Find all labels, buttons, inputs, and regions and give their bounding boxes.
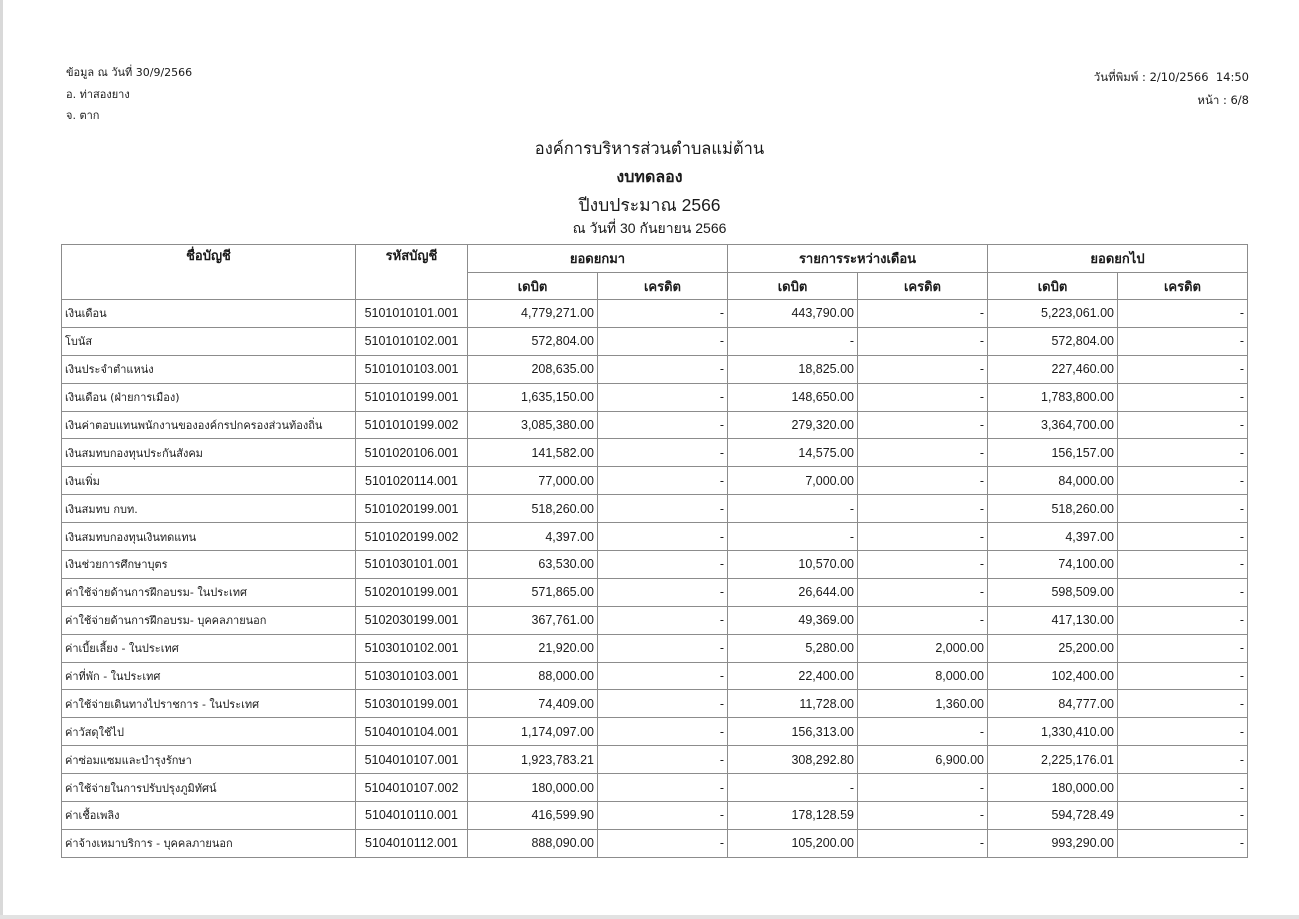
cell-bf-credit: - xyxy=(598,634,728,662)
cell-month-credit: - xyxy=(858,383,988,411)
cell-account-name: เงินเพิ่ม xyxy=(62,467,356,495)
table-row xyxy=(62,411,1248,439)
cell-month-credit: - xyxy=(858,606,988,634)
cell-bf-debit: 63,530.00 xyxy=(468,551,598,579)
cell-account-name: เงินประจำตำแหน่ง xyxy=(62,355,356,383)
cell-cf-debit: 180,000.00 xyxy=(988,774,1118,802)
cell-month-debit: 22,400.00 xyxy=(728,662,858,690)
cell-cf-credit: - xyxy=(1118,774,1248,802)
cell-cf-debit: 156,157.00 xyxy=(988,439,1118,467)
table-row xyxy=(62,327,1248,355)
cell-month-debit: 18,825.00 xyxy=(728,355,858,383)
cell-bf-credit: - xyxy=(598,551,728,579)
table-row xyxy=(62,495,1248,523)
cell-bf-debit: 1,923,783.21 xyxy=(468,746,598,774)
cell-month-debit: 279,320.00 xyxy=(728,411,858,439)
cell-month-credit: - xyxy=(858,829,988,857)
cell-cf-credit: - xyxy=(1118,690,1248,718)
cell-month-debit: 5,280.00 xyxy=(728,634,858,662)
cell-cf-credit: - xyxy=(1118,578,1248,606)
cell-cf-credit: - xyxy=(1118,551,1248,579)
cell-month-debit: - xyxy=(728,523,858,551)
cell-month-credit: - xyxy=(858,439,988,467)
cell-account-name: ค่าใช้จ่ายเดินทางไปราชการ - ในประเทศ xyxy=(62,690,356,718)
cell-bf-credit: - xyxy=(598,300,728,328)
table-header xyxy=(62,245,1248,300)
cell-account-name: ค่าเชื้อเพลิง xyxy=(62,802,356,830)
cell-month-credit: - xyxy=(858,495,988,523)
cell-month-debit: 105,200.00 xyxy=(728,829,858,857)
cell-cf-debit: 417,130.00 xyxy=(988,606,1118,634)
print-date-text: วันที่พิมพ์ : 2/10/2566 14:50 xyxy=(1093,70,1249,84)
cell-cf-credit: - xyxy=(1118,383,1248,411)
cell-bf-credit: - xyxy=(598,467,728,495)
cell-month-debit: 443,790.00 xyxy=(728,300,858,328)
cell-bf-credit: - xyxy=(598,578,728,606)
cell-bf-debit: 416,599.90 xyxy=(468,802,598,830)
cell-cf-debit: 84,000.00 xyxy=(988,467,1118,495)
cell-bf-credit: - xyxy=(598,662,728,690)
header-debit: เดบิต xyxy=(988,273,1118,300)
cell-cf-debit: 84,777.00 xyxy=(988,690,1118,718)
cell-account-name: ค่าใช้จ่ายด้านการฝึกอบรม- ในประเทศ xyxy=(62,578,356,606)
cell-cf-credit: - xyxy=(1118,411,1248,439)
cell-cf-credit: - xyxy=(1118,802,1248,830)
cell-bf-credit: - xyxy=(598,802,728,830)
cell-cf-credit: - xyxy=(1118,634,1248,662)
table-row xyxy=(62,774,1248,802)
district-text: อ. ท่าสองยาง xyxy=(66,87,130,101)
cell-cf-credit: - xyxy=(1118,662,1248,690)
cell-account-name: เงินช่วยการศึกษาบุตร xyxy=(62,551,356,579)
cell-month-debit: - xyxy=(728,327,858,355)
page-number-text: หน้า : 6/8 xyxy=(1197,93,1249,107)
cell-account-code: 5101020199.002 xyxy=(356,523,468,551)
cell-cf-debit: 1,330,410.00 xyxy=(988,718,1118,746)
cell-cf-credit: - xyxy=(1118,300,1248,328)
cell-month-credit: - xyxy=(858,551,988,579)
page-bottom-edge xyxy=(0,915,1299,919)
table-row xyxy=(62,746,1248,774)
header-account-name: ชื่อบัญชี xyxy=(62,245,356,300)
table-row xyxy=(62,690,1248,718)
cell-cf-debit: 25,200.00 xyxy=(988,634,1118,662)
cell-cf-debit: 572,804.00 xyxy=(988,327,1118,355)
cell-cf-debit: 4,397.00 xyxy=(988,523,1118,551)
cell-bf-credit: - xyxy=(598,523,728,551)
cell-cf-debit: 993,290.00 xyxy=(988,829,1118,857)
document-title: งบทดลอง xyxy=(616,169,683,186)
cell-month-debit: 156,313.00 xyxy=(728,718,858,746)
organization-title: องค์การบริหารส่วนตำบลแม่ต้าน xyxy=(534,140,765,158)
cell-cf-credit: - xyxy=(1118,327,1248,355)
cell-account-name: ค่าใช้จ่ายด้านการฝึกอบรม- บุคคลภายนอก xyxy=(62,606,356,634)
cell-bf-credit: - xyxy=(598,829,728,857)
cell-account-code: 5101020199.001 xyxy=(356,495,468,523)
cell-month-credit: 1,360.00 xyxy=(858,690,988,718)
cell-bf-debit: 571,865.00 xyxy=(468,578,598,606)
cell-month-credit: - xyxy=(858,467,988,495)
cell-account-name: เงินสมทบกองทุนประกันสังคม xyxy=(62,439,356,467)
cell-bf-debit: 141,582.00 xyxy=(468,439,598,467)
table-body xyxy=(62,300,1248,858)
cell-cf-debit: 227,460.00 xyxy=(988,355,1118,383)
cell-cf-debit: 1,783,800.00 xyxy=(988,383,1118,411)
cell-bf-credit: - xyxy=(598,718,728,746)
province-text: จ. ตาก xyxy=(66,109,100,122)
as-of-date-title: ณ วันที่ 30 กันยายน 2566 xyxy=(572,220,727,236)
header-credit: เครดิต xyxy=(598,273,728,300)
cell-cf-credit: - xyxy=(1118,495,1248,523)
table-row xyxy=(62,578,1248,606)
header-debit: เดบิต xyxy=(468,273,598,300)
cell-account-code: 5103010103.001 xyxy=(356,662,468,690)
table-row xyxy=(62,718,1248,746)
cell-account-code: 5104010107.002 xyxy=(356,774,468,802)
header-account-code: รหัสบัญชี xyxy=(356,245,468,300)
cell-month-debit: 10,570.00 xyxy=(728,551,858,579)
cell-cf-debit: 74,100.00 xyxy=(988,551,1118,579)
cell-account-code: 5102030199.001 xyxy=(356,606,468,634)
cell-month-credit: - xyxy=(858,523,988,551)
table-row xyxy=(62,300,1248,328)
cell-account-code: 5103010102.001 xyxy=(356,634,468,662)
table-row xyxy=(62,383,1248,411)
cell-bf-credit: - xyxy=(598,327,728,355)
cell-account-name: เงินค่าตอบแทนพนักงานขององค์กรปกครองส่วนท้องถิ่น xyxy=(62,411,356,439)
cell-cf-debit: 5,223,061.00 xyxy=(988,300,1118,328)
cell-account-code: 5101010101.001 xyxy=(356,300,468,328)
cell-account-code: 5104010104.001 xyxy=(356,718,468,746)
table-row xyxy=(62,551,1248,579)
cell-account-code: 5101020114.001 xyxy=(356,467,468,495)
cell-bf-debit: 77,000.00 xyxy=(468,467,598,495)
cell-account-code: 5101030101.001 xyxy=(356,551,468,579)
cell-account-name: โบนัส xyxy=(62,327,356,355)
cell-month-credit: - xyxy=(858,355,988,383)
cell-bf-debit: 4,397.00 xyxy=(468,523,598,551)
cell-month-debit: 178,128.59 xyxy=(728,802,858,830)
cell-month-debit: - xyxy=(728,774,858,802)
header-debit: เดบิต xyxy=(728,273,858,300)
cell-month-credit: 2,000.00 xyxy=(858,634,988,662)
header-carried-forward: ยอดยกไป xyxy=(988,245,1248,273)
data-date-text: ข้อมูล ณ วันที่ 30/9/2566 xyxy=(66,66,193,79)
cell-bf-credit: - xyxy=(598,746,728,774)
cell-account-code: 5102010199.001 xyxy=(356,578,468,606)
header-credit: เครดิต xyxy=(1118,273,1248,300)
cell-month-debit: - xyxy=(728,495,858,523)
cell-cf-credit: - xyxy=(1118,718,1248,746)
cell-account-code: 5101010199.001 xyxy=(356,383,468,411)
cell-bf-debit: 180,000.00 xyxy=(468,774,598,802)
cell-bf-debit: 367,761.00 xyxy=(468,606,598,634)
table-row xyxy=(62,355,1248,383)
cell-month-debit: 11,728.00 xyxy=(728,690,858,718)
cell-account-code: 5101010199.002 xyxy=(356,411,468,439)
cell-cf-credit: - xyxy=(1118,829,1248,857)
cell-cf-credit: - xyxy=(1118,355,1248,383)
cell-cf-credit: - xyxy=(1118,523,1248,551)
cell-bf-debit: 3,085,380.00 xyxy=(468,411,598,439)
cell-bf-credit: - xyxy=(598,355,728,383)
cell-account-name: เงินสมทบ กบท. xyxy=(62,495,356,523)
cell-bf-debit: 4,779,271.00 xyxy=(468,300,598,328)
cell-bf-credit: - xyxy=(598,411,728,439)
cell-bf-credit: - xyxy=(598,774,728,802)
cell-account-name: ค่าวัสดุใช้ไป xyxy=(62,718,356,746)
cell-month-credit: - xyxy=(858,578,988,606)
header-brought-forward: ยอดยกมา xyxy=(468,245,728,273)
fiscal-year-title: ปีงบประมาณ 2566 xyxy=(578,195,721,215)
cell-account-name: เงินเดือน (ฝ่ายการเมือง) xyxy=(62,383,356,411)
cell-account-code: 5104010107.001 xyxy=(356,746,468,774)
cell-bf-debit: 888,090.00 xyxy=(468,829,598,857)
cell-account-code: 5101010102.001 xyxy=(356,327,468,355)
cell-cf-credit: - xyxy=(1118,439,1248,467)
cell-account-code: 5103010199.001 xyxy=(356,690,468,718)
report-meta-right xyxy=(1094,66,1249,112)
cell-month-debit: 148,650.00 xyxy=(728,383,858,411)
cell-bf-debit: 1,174,097.00 xyxy=(468,718,598,746)
cell-month-credit: - xyxy=(858,718,988,746)
cell-account-name: ค่าจ้างเหมาบริการ - บุคคลภายนอก xyxy=(62,829,356,857)
cell-bf-debit: 518,260.00 xyxy=(468,495,598,523)
table-row xyxy=(62,523,1248,551)
cell-month-credit: 8,000.00 xyxy=(858,662,988,690)
cell-month-debit: 26,644.00 xyxy=(728,578,858,606)
cell-bf-debit: 88,000.00 xyxy=(468,662,598,690)
cell-month-debit: 14,575.00 xyxy=(728,439,858,467)
cell-month-credit: 6,900.00 xyxy=(858,746,988,774)
header-during-month: รายการระหว่างเดือน xyxy=(728,245,988,273)
cell-bf-credit: - xyxy=(598,606,728,634)
table-row xyxy=(62,439,1248,467)
cell-cf-credit: - xyxy=(1118,467,1248,495)
cell-bf-credit: - xyxy=(598,383,728,411)
table-row xyxy=(62,802,1248,830)
report-meta-left xyxy=(66,62,192,127)
cell-cf-credit: - xyxy=(1118,746,1248,774)
cell-month-credit: - xyxy=(858,802,988,830)
cell-account-name: เงินเดือน xyxy=(62,300,356,328)
cell-cf-debit: 2,225,176.01 xyxy=(988,746,1118,774)
table-row xyxy=(62,829,1248,857)
cell-month-debit: 49,369.00 xyxy=(728,606,858,634)
cell-month-credit: - xyxy=(858,774,988,802)
cell-bf-debit: 21,920.00 xyxy=(468,634,598,662)
cell-account-code: 5101020106.001 xyxy=(356,439,468,467)
cell-account-name: ค่าใช้จ่ายในการปรับปรุงภูมิทัศน์ xyxy=(62,774,356,802)
cell-bf-credit: - xyxy=(598,690,728,718)
cell-bf-credit: - xyxy=(598,439,728,467)
cell-cf-debit: 598,509.00 xyxy=(988,578,1118,606)
cell-month-debit: 308,292.80 xyxy=(728,746,858,774)
cell-account-code: 5104010110.001 xyxy=(356,802,468,830)
cell-account-code: 5104010112.001 xyxy=(356,829,468,857)
cell-cf-debit: 518,260.00 xyxy=(988,495,1118,523)
cell-account-name: ค่าที่พัก - ในประเทศ xyxy=(62,662,356,690)
cell-account-code: 5101010103.001 xyxy=(356,355,468,383)
cell-account-name: ค่าซ่อมแซมและบำรุงรักษา xyxy=(62,746,356,774)
cell-month-credit: - xyxy=(858,327,988,355)
cell-bf-credit: - xyxy=(598,495,728,523)
cell-bf-debit: 74,409.00 xyxy=(468,690,598,718)
cell-bf-debit: 208,635.00 xyxy=(468,355,598,383)
trial-balance-table xyxy=(61,244,1248,858)
table-row xyxy=(62,662,1248,690)
table-row xyxy=(62,467,1248,495)
cell-cf-debit: 3,364,700.00 xyxy=(988,411,1118,439)
cell-bf-debit: 572,804.00 xyxy=(468,327,598,355)
cell-cf-debit: 102,400.00 xyxy=(988,662,1118,690)
cell-bf-debit: 1,635,150.00 xyxy=(468,383,598,411)
cell-cf-credit: - xyxy=(1118,606,1248,634)
cell-cf-debit: 594,728.49 xyxy=(988,802,1118,830)
table-row xyxy=(62,634,1248,662)
cell-month-credit: - xyxy=(858,300,988,328)
header-credit: เครดิต xyxy=(858,273,988,300)
cell-account-name: เงินสมทบกองทุนเงินทดแทน xyxy=(62,523,356,551)
cell-month-credit: - xyxy=(858,411,988,439)
table-row xyxy=(62,606,1248,634)
cell-month-debit: 7,000.00 xyxy=(728,467,858,495)
cell-account-name: ค่าเบี้ยเลี้ยง - ในประเทศ xyxy=(62,634,356,662)
